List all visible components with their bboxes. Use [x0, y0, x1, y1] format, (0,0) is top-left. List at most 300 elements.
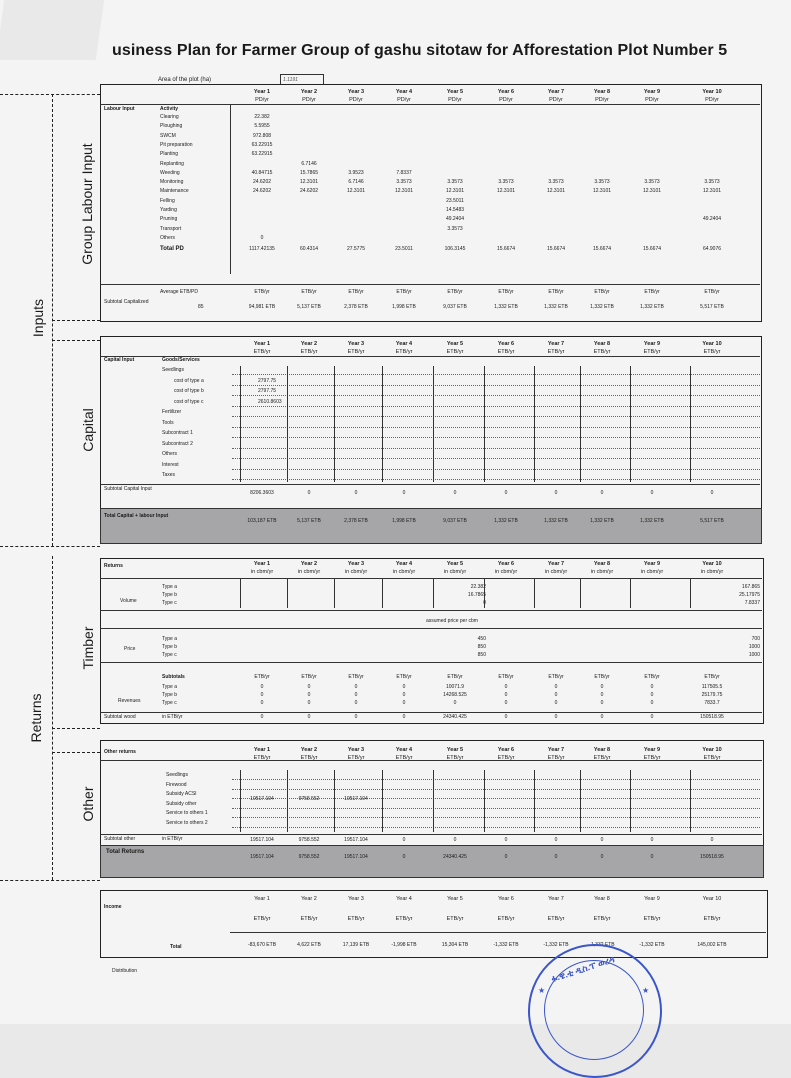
- timber-unit-header: in cbm/yr: [544, 569, 568, 575]
- labour-year-header: Year 9: [643, 89, 661, 95]
- other-row-label: Subsidy other: [166, 800, 197, 807]
- etb-unit: ETB/yr: [447, 289, 463, 295]
- seedling-cost-value: 2797.75: [258, 388, 277, 394]
- header-rule: [100, 578, 762, 579]
- column-rule: [580, 366, 581, 482]
- price-type-label: Type c: [162, 652, 177, 658]
- labour-unit-header: PD/yr: [349, 97, 363, 103]
- income-year-header: Year 2: [301, 896, 317, 902]
- etb-unit: ETB/yr: [301, 289, 317, 295]
- capital-year-header: Year 3: [347, 341, 365, 347]
- labour-value: 15.7865: [299, 169, 319, 176]
- column-rule: [534, 578, 535, 608]
- dash-line: [0, 94, 100, 95]
- side-label-other: Other: [80, 786, 96, 822]
- labour-value: 12.3101: [346, 188, 366, 195]
- total-pd-label: Total PD: [160, 246, 184, 253]
- subtotal-capitalized-label: Subtotal Capitalized: [104, 299, 149, 305]
- column-rule: [484, 578, 485, 608]
- timber-year-header: Year 1: [253, 561, 271, 567]
- subtotal-other-value: 0: [554, 837, 558, 843]
- labour-unit-header: PD/yr: [705, 97, 719, 103]
- activity-label: Clearing: [160, 114, 179, 120]
- revenue-value: 0: [600, 692, 604, 698]
- timber-year-header: Year 10: [702, 561, 722, 567]
- labour-unit-header: PD/yr: [397, 97, 411, 103]
- labour-value: 63.22915: [251, 151, 273, 158]
- labour-value: 6.7146: [348, 179, 364, 186]
- capital-subtotal-value: 0: [650, 490, 654, 496]
- other-unit-header: ETB/yr: [395, 755, 413, 761]
- other-row-label: Service to others 1: [166, 810, 208, 816]
- total-pd-value: 15.6674: [546, 246, 566, 253]
- labour-value: 63.22915: [251, 141, 273, 148]
- capital-subtotal-value: 0: [453, 490, 457, 496]
- revenue-value: 0: [504, 700, 508, 706]
- labour-value: 0: [260, 234, 264, 241]
- activity-label: Felling: [160, 197, 175, 204]
- activity-label: Pit preparation: [160, 141, 193, 148]
- revenue-value: 25179.75: [701, 692, 723, 698]
- labour-value: 3.3573: [594, 179, 610, 186]
- labour-unit-header: PD/yr: [255, 97, 269, 103]
- goods-services-header: Goods/Services: [162, 357, 200, 363]
- side-label-returns: Returns: [28, 693, 44, 743]
- volume-type-label: Type a: [162, 584, 178, 590]
- column-rule: [630, 578, 631, 608]
- labour-year-header: Year 8: [593, 89, 611, 95]
- column-rule: [287, 578, 288, 608]
- volume-y5-value: 0: [483, 600, 486, 606]
- capital-year-header: Year 7: [547, 341, 565, 347]
- stamp-star-icon: ★: [538, 986, 546, 995]
- revenue-type-label: Type b: [162, 692, 178, 698]
- revenue-value: 0: [600, 700, 604, 706]
- subtotals-label: Subtotals: [162, 674, 185, 680]
- column-rule: [334, 578, 335, 608]
- page-title: usiness Plan for Farmer Group of gashu sitotaw for Afforestation Plot Number 5: [112, 42, 728, 59]
- total-returns-band: [100, 845, 764, 878]
- labour-value: 12.3101: [642, 188, 662, 195]
- capital-unit-header: ETB/yr: [347, 349, 365, 355]
- subtotal-other-value: 19517.104: [344, 837, 368, 843]
- header-rule: [100, 484, 760, 485]
- labour-subtotal-value: 1,332 ETB: [494, 304, 518, 310]
- price-type-label: Type b: [162, 644, 178, 650]
- column-rule: [240, 366, 241, 482]
- labour-value: 3.3573: [396, 179, 412, 186]
- labour-year-header: Year 1: [253, 89, 271, 95]
- dash-line: [52, 320, 100, 321]
- other-year-header: Year 10: [702, 747, 722, 753]
- timber-year-header: Year 2: [300, 561, 318, 567]
- activity-label: Replanting: [160, 160, 184, 167]
- income-total-value: -1,332 ETB: [589, 942, 615, 948]
- dotted-rule: [232, 789, 760, 790]
- total-returns-value: 150518.95: [700, 854, 724, 860]
- labour-year-header: Year 3: [347, 89, 365, 95]
- side-label-inputs: Inputs: [30, 298, 46, 338]
- revenue-value: 0: [453, 700, 457, 706]
- labour-value: 3.3573: [498, 179, 514, 186]
- price-label: Price: [124, 646, 136, 652]
- income-total-value: -1,332 ETB: [543, 942, 569, 948]
- capital-unit-header: ETB/yr: [593, 349, 611, 355]
- income-unit-header: ETB/yr: [703, 916, 721, 922]
- activity-header: Activity: [160, 106, 179, 112]
- etb-unit: ETB/yr: [644, 674, 660, 680]
- price-y10-value: 1000: [748, 652, 760, 658]
- avg-etb-value: 85: [198, 304, 204, 310]
- capital-subtotal-value: 0: [307, 490, 311, 496]
- timber-unit-header: in cbm/yr: [344, 569, 368, 575]
- labour-value: 49.2404: [445, 216, 465, 223]
- price-y10-value: 1000: [748, 644, 760, 650]
- subtotal-other-value: 0: [453, 837, 457, 843]
- etb-unit: ETB/yr: [548, 289, 564, 295]
- total-capital-value: 1,332 ETB: [590, 518, 614, 524]
- other-row-label: Subsidy ACSI: [166, 791, 197, 797]
- labour-value: 24.6202: [252, 188, 272, 195]
- labour-value: 22.382: [254, 114, 270, 120]
- dash-line: [52, 556, 53, 880]
- dotted-rule: [232, 406, 760, 407]
- total-pd-value: 15.6674: [496, 246, 516, 253]
- total-capital-value: 103,187 ETB: [247, 518, 277, 524]
- header-rule: [100, 712, 762, 713]
- capital-subtotal-value: 0: [354, 490, 358, 496]
- timber-unit-header: in cbm/yr: [640, 569, 664, 575]
- capital-row-label: Seedlings: [162, 367, 184, 373]
- price-y5-value: 850: [477, 644, 486, 650]
- subtotal-wood-value: 0: [307, 714, 311, 720]
- capital-year-header: Year 10: [702, 341, 722, 347]
- total-returns-value: 19517.104: [344, 854, 368, 860]
- column-rule: [630, 770, 631, 832]
- etb-unit: ETB/yr: [348, 674, 364, 680]
- other-returns-header: Other returns: [104, 749, 136, 755]
- column-rule: [433, 770, 434, 832]
- other-year-header: Year 1: [253, 747, 271, 753]
- timber-unit-header: in cbm/yr: [250, 569, 274, 575]
- total-pd-value: 15.6674: [592, 246, 612, 253]
- revenue-value: 0: [402, 692, 406, 698]
- returns-header: Returns: [104, 563, 123, 569]
- revenue-value: 0: [307, 692, 311, 698]
- subtotal-wood-value: 0: [504, 714, 508, 720]
- revenue-value: 0: [260, 692, 264, 698]
- timber-year-header: Year 3: [347, 561, 365, 567]
- header-rule: [230, 932, 766, 933]
- capital-subtotal-value: 0: [504, 490, 508, 496]
- total-returns-value: 0: [504, 854, 508, 860]
- subtotal-wood-value: 24340.425: [443, 714, 467, 720]
- revenue-value: 0: [650, 684, 654, 690]
- column-rule: [484, 366, 485, 482]
- other-row-label: Firewood: [166, 781, 187, 788]
- volume-y10-value: 167.865: [741, 584, 760, 590]
- subsidy-acsi-value: 19517.104: [344, 796, 368, 802]
- income-year-header: Year 8: [594, 896, 610, 902]
- income-year-header: Year 7: [548, 896, 564, 902]
- total-pd-value: 27.5775: [346, 246, 366, 253]
- activity-label: Weeding: [160, 169, 180, 176]
- total-pd-value: 23.5011: [395, 246, 413, 253]
- labour-value: 7.8337: [396, 169, 412, 176]
- income-total-value: -1,998 ETB: [391, 942, 417, 948]
- column-rule: [580, 578, 581, 608]
- total-pd-value: 15.6674: [642, 246, 662, 253]
- labour-value: 3.3573: [447, 225, 463, 232]
- labour-unit-header: PD/yr: [549, 97, 563, 103]
- dash-line: [0, 546, 100, 547]
- dotted-rule: [232, 395, 760, 396]
- income-unit-header: ETB/yr: [253, 916, 271, 922]
- labour-unit-header: PD/yr: [302, 97, 316, 103]
- income-total-value: 17,139 ETB: [342, 942, 370, 948]
- labour-unit-header: PD/yr: [448, 97, 462, 103]
- total-pd-value: 1117.42135: [249, 246, 275, 253]
- labour-subtotal-value: 1,332 ETB: [544, 304, 568, 310]
- subtotal-wood-value: 0: [650, 714, 654, 720]
- income-year-header: Year 9: [644, 896, 660, 902]
- income-header: Income: [104, 904, 122, 910]
- revenue-value: 7833.7: [704, 700, 720, 706]
- revenue-value: 0: [554, 684, 558, 690]
- total-returns-value: 24340.425: [443, 854, 467, 860]
- capital-row-label: cost of type a: [174, 377, 204, 384]
- revenue-value: 0: [354, 700, 358, 706]
- revenue-value: 0: [554, 700, 558, 706]
- income-unit-header: ETB/yr: [347, 916, 365, 922]
- dotted-rule: [232, 448, 760, 449]
- other-unit-header: ETB/yr: [300, 755, 318, 761]
- total-capital-value: 1,332 ETB: [640, 518, 664, 524]
- dotted-rule: [232, 427, 760, 428]
- income-year-header: Year 4: [396, 896, 412, 902]
- labour-year-header: Year 6: [497, 89, 515, 95]
- labour-subtotal-value: 1,998 ETB: [392, 304, 416, 310]
- volume-y10-value: 25.17975: [739, 592, 760, 598]
- income-unit-header: ETB/yr: [497, 916, 515, 922]
- dash-line: [52, 728, 100, 729]
- etb-unit: ETB/yr: [447, 674, 463, 680]
- capital-unit-header: ETB/yr: [446, 349, 464, 355]
- labour-value: 14.5483: [445, 207, 465, 213]
- capital-row-label: Subcontract 1: [162, 430, 193, 436]
- income-year-header: Year 5: [447, 896, 463, 902]
- labour-value: 24.6202: [299, 188, 319, 195]
- capital-year-header: Year 1: [253, 341, 271, 347]
- labour-year-header: Year 2: [300, 89, 318, 95]
- dotted-rule: [232, 827, 760, 828]
- dotted-rule: [232, 817, 760, 818]
- timber-unit-header: in cbm/yr: [700, 569, 724, 575]
- column-rule: [382, 578, 383, 608]
- labour-subtotal-value: 94,981 ETB: [248, 304, 276, 310]
- capital-year-header: Year 2: [300, 341, 318, 347]
- total-returns-value: 0: [600, 854, 604, 860]
- revenue-value: 0: [307, 684, 311, 690]
- subtotal-wood-value: 0: [260, 714, 264, 720]
- volume-label: Volume: [120, 598, 137, 604]
- other-unit-header: ETB/yr: [446, 755, 464, 761]
- income-year-header: Year 1: [254, 896, 270, 902]
- revenue-value: 0: [650, 700, 654, 706]
- other-row-label: Seedlings: [166, 772, 188, 778]
- labour-subtotal-value: 5,517 ETB: [700, 304, 724, 310]
- total-pd-value: 60.4314: [299, 246, 319, 253]
- timber-unit-header: in cbm/yr: [590, 569, 614, 575]
- column-rule: [334, 366, 335, 482]
- area-value: 1.1191: [280, 74, 324, 86]
- timber-year-header: Year 7: [547, 561, 565, 567]
- labour-value: 3.3573: [447, 179, 463, 186]
- activity-label: Pruning: [160, 216, 178, 223]
- official-stamp: [528, 944, 662, 1078]
- labour-year-header: Year 5: [446, 89, 464, 95]
- capital-subtotal-value: 0: [710, 490, 714, 496]
- etb-unit: ETB/yr: [498, 289, 514, 295]
- labour-value: 23.5011: [446, 197, 464, 204]
- capital-year-header: Year 4: [395, 341, 413, 347]
- column-rule: [287, 366, 288, 482]
- revenue-value: 0: [504, 692, 508, 698]
- etb-unit: ETB/yr: [301, 674, 317, 680]
- column-rule: [230, 104, 231, 274]
- area-label: Area of the plot (ha): [158, 77, 212, 83]
- total-returns-value: 9758.552: [298, 854, 320, 860]
- timber-unit-header: in cbm/yr: [494, 569, 518, 575]
- activity-label: Maintenance: [160, 188, 189, 195]
- timber-unit-header: in cbm/yr: [392, 569, 416, 575]
- total-pd-value: 64.9076: [702, 246, 722, 253]
- column-rule: [433, 578, 434, 608]
- stamp-star-icon: ★: [642, 986, 650, 995]
- volume-y10-value: 7.8337: [744, 600, 760, 606]
- total-returns-label: Total Returns: [106, 849, 145, 855]
- column-rule: [382, 770, 383, 832]
- revenue-value: 0: [260, 684, 264, 690]
- total-pd-value: 106.3145: [444, 246, 466, 253]
- price-y5-value: 850: [477, 652, 486, 658]
- dotted-rule: [232, 458, 760, 459]
- capital-row-label: Taxes: [162, 472, 176, 478]
- revenue-value: 0: [600, 684, 604, 690]
- subtotal-other-value: 0: [504, 837, 508, 843]
- subtotal-other-value: 0: [650, 837, 654, 843]
- subsidy-acsi-value: 9758.552: [298, 796, 320, 802]
- column-rule: [534, 366, 535, 482]
- revenue-value: 117505.5: [701, 684, 723, 690]
- column-rule: [580, 770, 581, 832]
- income-year-header: Year 3: [348, 896, 364, 902]
- header-rule: [100, 610, 762, 611]
- subtotal-other-value: 9758.552: [298, 837, 320, 843]
- labour-value: 3.3573: [704, 179, 720, 186]
- timber-year-header: Year 4: [395, 561, 413, 567]
- subtotal-other-value: 0: [402, 837, 406, 843]
- other-unit-header: ETB/yr: [497, 755, 515, 761]
- other-year-header: Year 3: [347, 747, 365, 753]
- subtotal-wood-value: 0: [600, 714, 604, 720]
- price-y5-value: 450: [477, 636, 486, 642]
- activity-label: Yarding: [160, 207, 177, 213]
- dotted-rule: [232, 469, 760, 470]
- total-capital-value: 5,137 ETB: [297, 518, 321, 524]
- activity-label: Ploughing: [160, 123, 183, 130]
- page-edge: [0, 0, 104, 60]
- assumed-price-label: assumed price per cbm: [426, 618, 478, 624]
- labour-value: 12.3101: [394, 188, 414, 195]
- other-unit-header: ETB/yr: [253, 755, 271, 761]
- income-unit-header: ETB/yr: [643, 916, 661, 922]
- labour-value: 12.3101: [546, 188, 566, 195]
- labour-subtotal-value: 1,332 ETB: [640, 304, 664, 310]
- labour-year-header: Year 7: [547, 89, 565, 95]
- capital-row-label: cost of type c: [174, 398, 204, 405]
- labour-value: 40.84715: [251, 169, 273, 176]
- avg-etb-label: Average ETB/PD: [160, 289, 198, 295]
- other-row-label: Service to others 2: [166, 819, 208, 826]
- column-rule: [240, 770, 241, 832]
- capital-row-label: Others: [162, 451, 178, 457]
- total-returns-value: 0: [402, 854, 406, 860]
- labour-value: 6.7146: [301, 160, 317, 167]
- dotted-rule: [232, 416, 760, 417]
- etb-unit: ETB/yr: [594, 289, 610, 295]
- capital-unit-header: ETB/yr: [703, 349, 721, 355]
- side-label-labour: Group Labour Input: [79, 143, 95, 265]
- header-rule: [100, 104, 760, 105]
- income-total-value: 15,304 ETB: [441, 942, 469, 948]
- timber-unit-header: in cbm/yr: [297, 569, 321, 575]
- timber-year-header: Year 9: [643, 561, 661, 567]
- volume-y5-value: 22.382: [470, 584, 486, 590]
- income-total-value: 145,002 ETB: [697, 942, 727, 948]
- income-total-value: -1,332 ETB: [493, 942, 519, 948]
- subtotal-other-unit: in ETB/yr: [162, 836, 183, 842]
- other-year-header: Year 4: [395, 747, 413, 753]
- labour-value: 5.5955: [254, 123, 270, 130]
- column-rule: [382, 366, 383, 482]
- subtotal-other-value: 0: [600, 837, 604, 843]
- labour-subtotal-value: 2,378 ETB: [344, 304, 368, 310]
- capital-row-label: Subcontract 2: [162, 440, 193, 447]
- total-capital-label: Total Capital + labour Input: [104, 513, 169, 519]
- labour-value: 972.808: [252, 132, 272, 139]
- dash-line: [52, 752, 100, 753]
- total-returns-value: 0: [554, 854, 558, 860]
- income-total-value: -83,670 ETB: [247, 942, 277, 948]
- other-year-header: Year 9: [643, 747, 661, 753]
- labour-section: [100, 84, 762, 322]
- column-rule: [287, 770, 288, 832]
- revenue-value: 0: [260, 700, 264, 706]
- labour-input-header: Labour Input: [104, 106, 135, 112]
- labour-value: 12.3101: [592, 188, 612, 195]
- side-label-timber: Timber: [80, 626, 96, 670]
- total-returns-value: 0: [650, 854, 654, 860]
- header-rule: [100, 284, 760, 285]
- capital-row-label: Tools: [162, 419, 174, 426]
- stamp-text: ፋ.ዌ.ቲ ዲስ.ፐ ወረዳ: [549, 954, 616, 984]
- labour-subtotal-value: 9,037 ETB: [443, 304, 467, 310]
- capital-year-header: Year 8: [593, 341, 611, 347]
- activity-label: Monitoring: [160, 179, 184, 186]
- labour-value: 12.3101: [445, 188, 465, 195]
- column-rule: [240, 578, 241, 608]
